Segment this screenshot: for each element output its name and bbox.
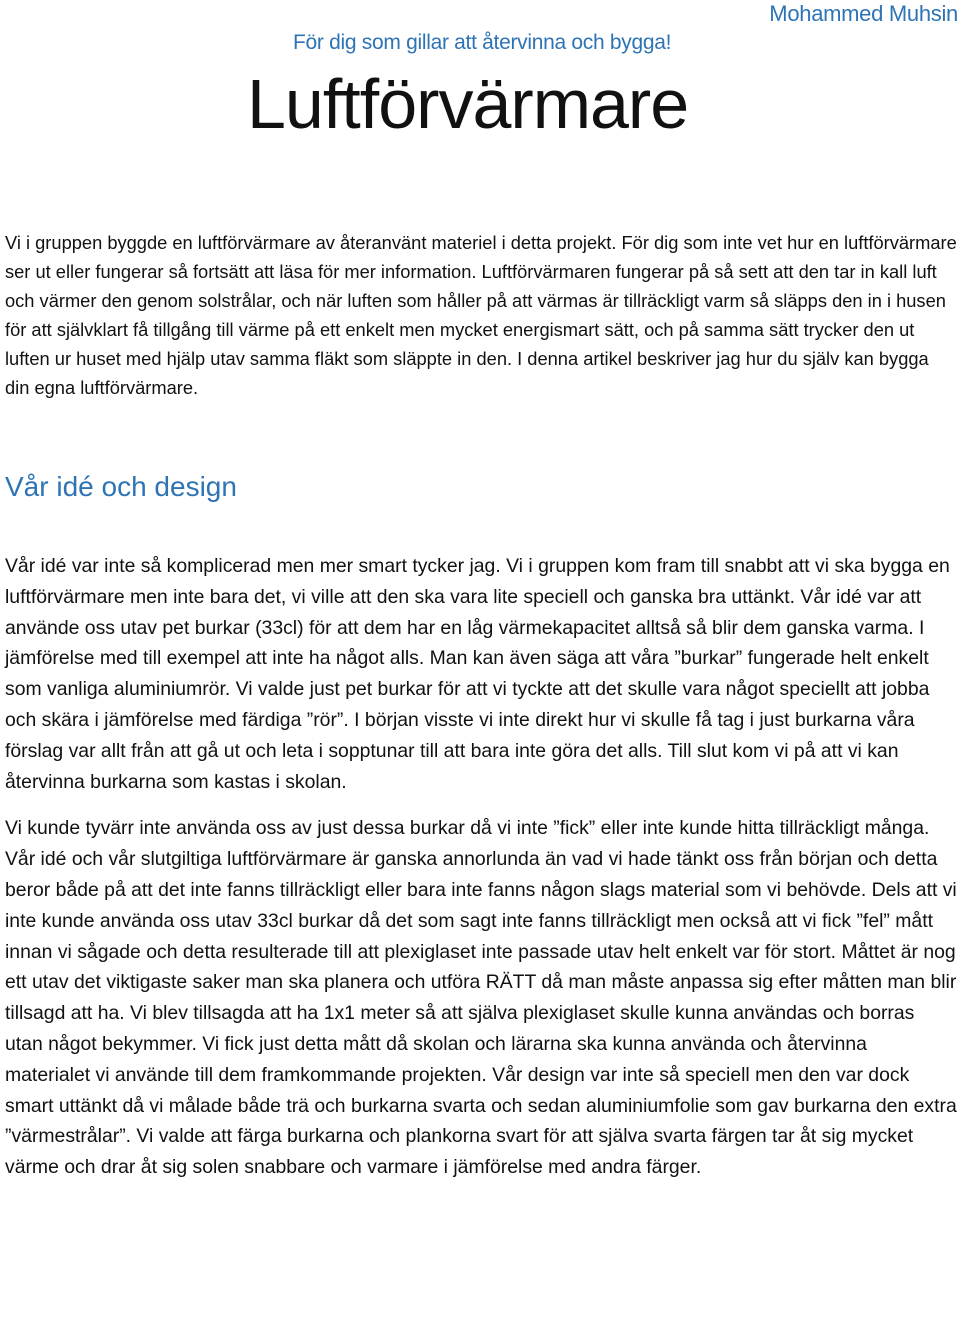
header-author: Mohammed Muhsin (769, 1, 958, 26)
intro-paragraph: Vi i gruppen byggde en luftförvärmare av återanvänt materiel i detta projekt. För dig som inte vet hur en luftförvärmare ser ut eller fungerar så fortsätt att läsa för mer information. Luftförvärmaren fungerar på så sett att den tar in kall luft och värmer den genom solstrålar, och när luften som håller på att värmas är tillräckligt varm så släpps den in i husen för att självklart få tillgång till värme på ett enkelt men mycket energismart sätt, och på samma sätt trycker den ut luften ur huset med hjälp utav samma fläkt som släppte in den. I denna artikel beskriver jag hur du själv kan bygga din egna luftförvärmare. (5, 232, 957, 398)
section-heading: Vår idé och design (5, 471, 237, 502)
body-paragraph: Vi kunde tyvärr inte använda oss av just dessa burkar då vi inte ”fick” eller inte kunde hitta tillräckligt många. Vår idé och vår slutgiltiga luftförvärmare är ganska annorlunda än vad vi hade tänkt oss från början och detta beror både på att det inte fanns tillräckligt eller bara inte fanns någon slags material som vi behövde. Dels att vi inte kunde använda oss utav 33cl burkar då det som sagt inte fanns tillräckligt men också att vi fick ”fel” mått innan vi sågade och detta resulterade till att plexiglaset inte passade utav helt enkelt var för stort. Måttet är nog ett utav det viktigaste saker man ska planera och utföra RÄTT då man måste anpassa sig efter måtten man blir tillsagd att ha. Vi blev tillsagda att ha 1x1 meter så att själva plexiglaset skulle kunna användas och borras utan något bekymmer. Vi fick just detta mått då skolan och lärarna ska kunna använda och återvinna materialet vi använde till dem framkommande projekten. Vår design var inte så speciell men den var dock smart uttänkt då vi målade både trä och burkarna svarta och sedan aluminiumfolie som gav burkarna den extra ”värmestrålar”. Vi valde att färga burkarna och plankorna svart för att själva svarta färgen tar åt sig mycket värme och drar åt sig solen snabbare och varmare i jämförelse med andra färger. (5, 817, 957, 1179)
header-subtitle: För dig som gillar att återvinna och bygga! (293, 31, 672, 54)
page-header (0, 0, 960, 60)
document-body (5, 228, 957, 1183)
body-paragraph: Vår idé var inte så komplicerad men mer smart tycker jag. Vi i gruppen kom fram till snabbt att vi ska bygga en luftförvärmare men inte bara det, vi ville att den ska vara lite speciell och ganska bra uttänkt. Vår idé var att använde oss utav pet burkar (33cl) för att dem har en låg värmekapacitet alltså så blir dem ganska varma. I jämförelse med till exempel att inte ha något alls. Man kan även säga att våra ”burkar” fungerade helt enkelt som vanliga aluminiumrör. Vi valde just pet burkar för att vi tyckte att det skulle vara något speciellt att jobba och skära i jämförelse med färdiga ”rör”. I början visste vi inte direkt hur vi skulle få tag i just burkarna våra förslag var allt från att gå ut och leta i sopptunar till att bara inte göra det alls. Till slut kom vi på att vi kan återvinna burkarna som kastas i skolan. (5, 555, 950, 793)
document-title: Luftförvärmare (247, 65, 689, 143)
